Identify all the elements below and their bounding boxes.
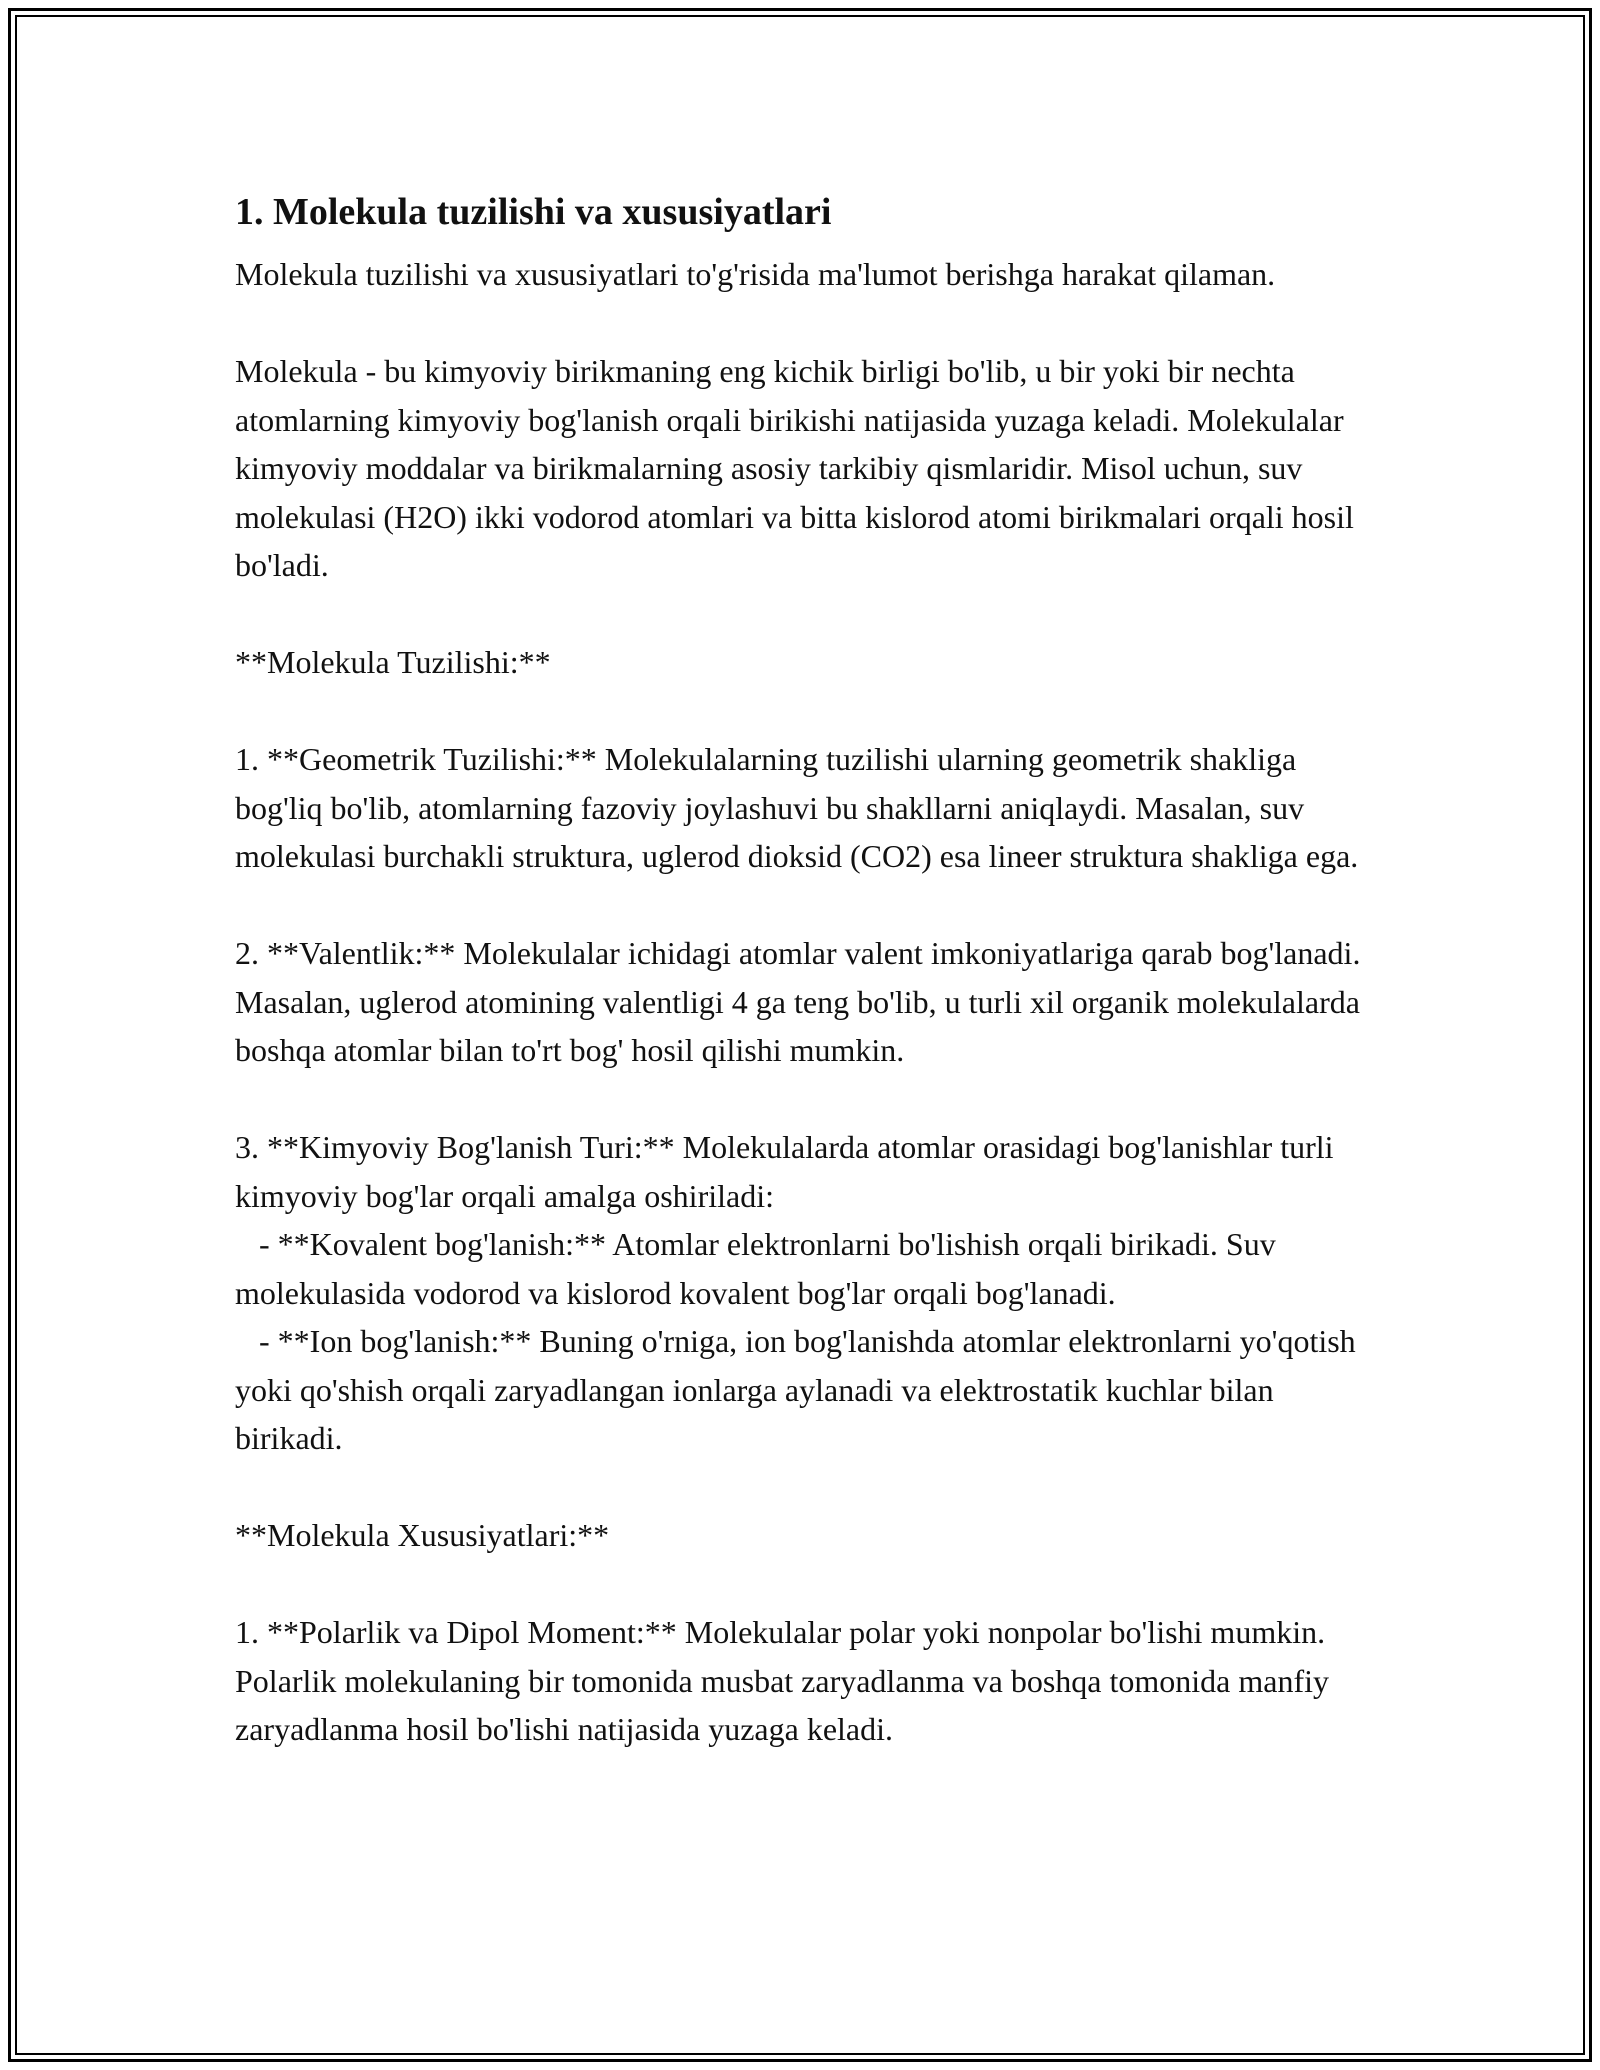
list-item-polarity: 1. **Polarlik va Dipol Moment:** Molekulalar polar yoki nonpolar bo'lishi mumkin. Polarlik molekulaning bir tomonida musbat zaryadlanma va boshqa tomonida manfiy zaryadlanma hosil bo'lishi natijasida yuzaga keladi. xyxy=(235,1614,1337,1747)
paragraph-definition: Molekula - bu kimyoviy birikmaning eng kichik birligi bo'lib, u bir yoki bir nechta atomlarning kimyoviy bog'lanish orqali birikishi natijasida yuzaga keladi. Molekulalar kimyoviy moddalar va birikmalarning asosiy tarkibiy qismlaridir. Misol uchun, suv molekulasi (H2O) ikki vodorod atomlari va bitta kislorod atomi birikmalari orqali hosil bo'ladi. xyxy=(235,353,1362,583)
list-item-bond-types: 3. **Kimyoviy Bog'lanish Turi:** Molekulalarda atomlar orasidagi bog'lanishlar turli kimyoviy bog'lar orqali amalga oshiriladi: - **Kovalent bog'lanish:** Atomlar elektronlarni bo'lishish orqali birikadi. Suv molekulasida vodorod va kislorod kovalent bog'lar orqali bog'lanadi. - **Ion bog'lanish:** Buning o'rniga, ion bog'lanishda atomlar elektronlarni yo'qotish yoki qo'shish orqali zaryadlangan ionlarga aylanadi va elektrostatik kuchlar bilan birikadi. xyxy=(235,1129,1356,1456)
subheading-structure: **Molekula Tuzilishi:** xyxy=(235,644,551,680)
section-heading: 1. Molekula tuzilishi va xususiyatlari xyxy=(235,191,832,233)
subheading-properties: **Molekula Xususiyatlari:** xyxy=(235,1517,610,1553)
list-item-valence: 2. **Valentlik:** Molekulalar ichidagi atomlar valent imkoniyatlariga qarab bog'lanadi. Masalan, uglerod atomining valentligi 4 ga teng bo'lib, u turli xil organik molekulalarda boshqa atomlar bilan to'rt bog' hosil qilishi mumkin. xyxy=(235,935,1369,1068)
document-body xyxy=(235,186,1385,1754)
paragraph-intro: Molekula tuzilishi va xususiyatlari to'g'risida ma'lumot berishga harakat qilaman. xyxy=(235,256,1276,292)
list-item-geometric: 1. **Geometrik Tuzilishi:** Molekulalarning tuzilishi ularning geometrik shakliga bog'liq bo'lib, atomlarning fazoviy joylashuvi bu shakllarni aniqlaydi. Masalan, suv molekulasi burchakli struktura, uglerod dioksid (CO2) esa lineer struktura shakliga ega. xyxy=(235,741,1359,874)
